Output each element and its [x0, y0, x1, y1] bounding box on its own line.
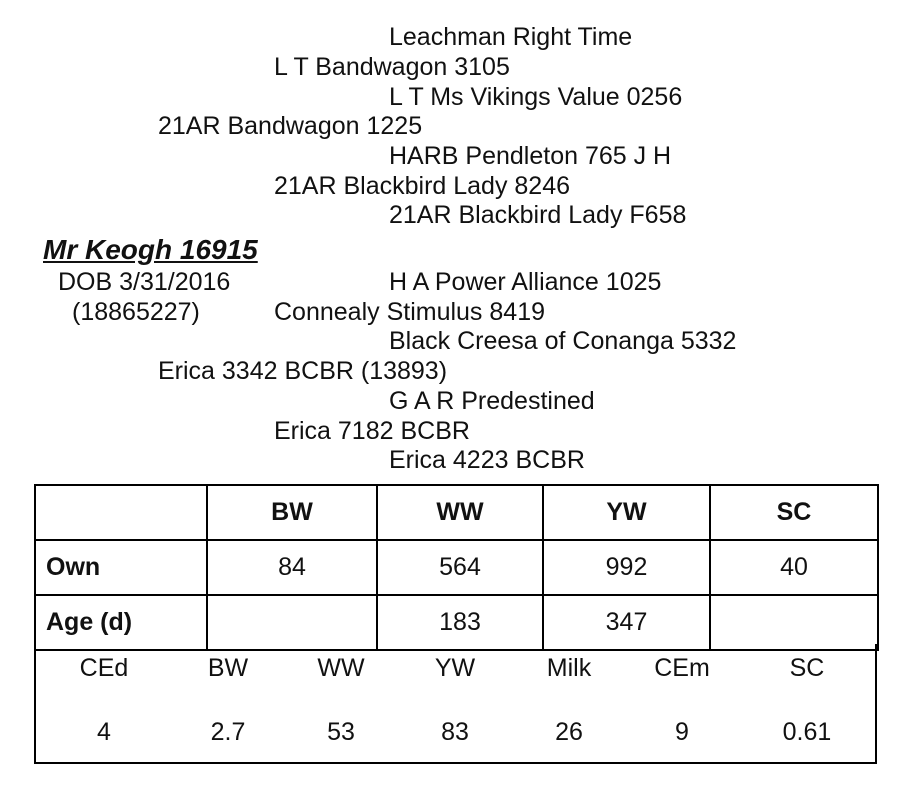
performance-header-sc: SC — [710, 485, 878, 540]
performance-header-blank — [35, 485, 207, 540]
performance-header-row — [35, 485, 878, 540]
pedigree-dss: H A Power Alliance 1025 — [389, 268, 662, 296]
performance-cell: 992 — [543, 540, 710, 595]
pedigree-sire: 21AR Bandwagon 1225 — [158, 112, 423, 140]
animal-registration: (18865227) — [72, 298, 200, 326]
pedigree-ss: L T Bandwagon 3105 — [274, 53, 510, 81]
performance-row-label: Age (d) — [35, 595, 207, 650]
performance-cell: 84 — [207, 540, 377, 595]
pedigree-sdd: 21AR Blackbird Lady F658 — [389, 201, 687, 229]
pedigree-sds: HARB Pendleton 765 J H — [389, 142, 672, 170]
pedigree-dds: G A R Predestined — [389, 387, 595, 415]
epd-label-bw: BW — [207, 654, 249, 682]
pedigree-ssd: L T Ms Vikings Value 0256 — [389, 83, 683, 111]
epd-value-sc: 0.61 — [782, 718, 832, 746]
epd-value-ww: 53 — [327, 718, 355, 746]
animal-name: Mr Keogh 16915 — [43, 234, 258, 265]
performance-cell — [710, 595, 878, 650]
epd-label-milk: Milk — [546, 654, 592, 682]
epd-label-cem: CEm — [654, 654, 710, 682]
performance-cell: 347 — [543, 595, 710, 650]
performance-header-bw: BW — [207, 485, 377, 540]
performance-cell — [207, 595, 377, 650]
pedigree-dsd: Black Creesa of Conanga 5332 — [389, 327, 737, 355]
pedigree-dd: Erica 7182 BCBR — [274, 417, 470, 445]
epd-value-milk: 26 — [555, 718, 583, 746]
performance-header-yw: YW — [543, 485, 710, 540]
pedigree-ds: Connealy Stimulus 8419 — [274, 298, 545, 326]
epd-label-ww: WW — [317, 654, 365, 682]
epd-label-ced: CEd — [79, 654, 129, 682]
epd-value-cem: 9 — [675, 718, 689, 746]
pedigree-sss: Leachman Right Time — [389, 23, 633, 51]
epd-box — [34, 644, 877, 764]
animal-dob: DOB 3/31/2016 — [58, 268, 231, 296]
pedigree-dam: Erica 3342 BCBR (13893) — [158, 357, 448, 385]
epd-label-sc: SC — [789, 654, 825, 682]
performance-row-label: Own — [35, 540, 207, 595]
performance-row-own — [35, 540, 878, 595]
epd-label-row — [36, 650, 875, 686]
epd-value-yw: 83 — [441, 718, 469, 746]
pedigree-ddd: Erica 4223 BCBR — [389, 446, 585, 474]
performance-header-ww: WW — [377, 485, 543, 540]
epd-value-row — [36, 714, 875, 750]
performance-table — [34, 484, 879, 651]
performance-cell: 40 — [710, 540, 878, 595]
epd-value-ced: 4 — [97, 718, 111, 746]
pedigree-sd: 21AR Blackbird Lady 8246 — [274, 172, 571, 200]
epd-value-bw: 2.7 — [210, 718, 246, 746]
performance-row-age — [35, 595, 878, 650]
performance-cell: 564 — [377, 540, 543, 595]
performance-cell: 183 — [377, 595, 543, 650]
epd-label-yw: YW — [434, 654, 476, 682]
